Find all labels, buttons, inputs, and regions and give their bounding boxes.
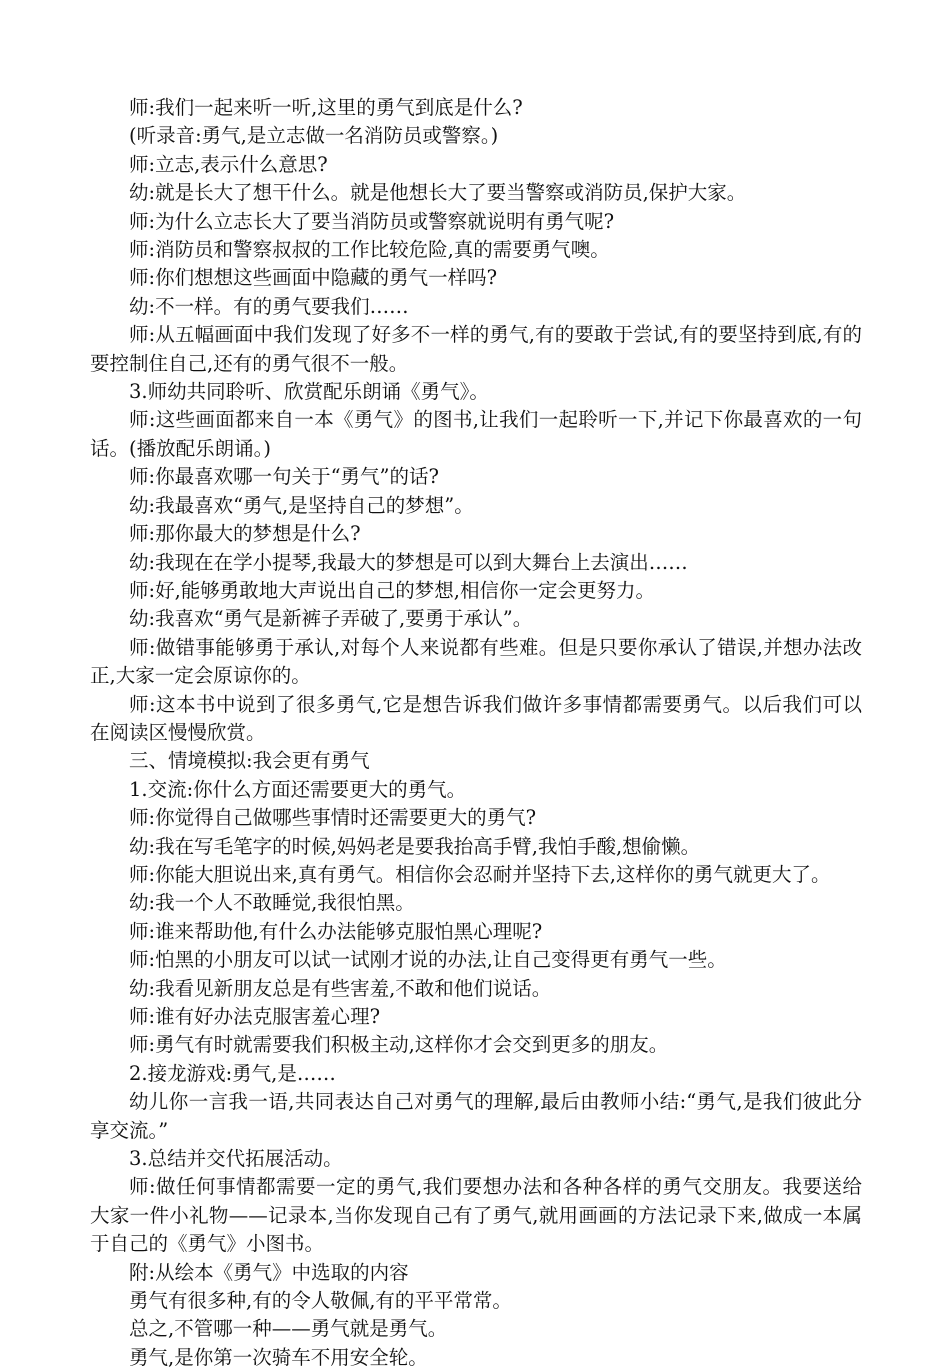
section-heading: 1.交流:你什么方面还需要更大的勇气。 (129, 777, 467, 801)
paragraph: 幼:我喜欢“勇气是新裤子弄破了,要勇于承认”。 (129, 607, 533, 631)
section-heading: 3.师幼共同聆听、欣赏配乐朗诵《勇气》。 (129, 380, 489, 404)
paragraph: (听录音:勇气,是立志做一名消防员或警察。) (129, 124, 499, 148)
paragraph: 师:这本书中说到了很多勇气,它是想告诉我们做许多事情都需要勇气。以后我们可以在阅读区慢慢欣赏。 (90, 692, 862, 744)
paragraph: 幼儿你一言我一语,共同表达自己对勇气的理解,最后由教师小结:“勇气,是我们彼此分享交流。” (90, 1090, 862, 1142)
paragraph: 勇气有很多种,有的令人敬佩,有的平平常常。 (129, 1289, 512, 1313)
paragraph: 师:这些画面都来自一本《勇气》的图书,让我们一起聆听一下,并记下你最喜欢的一句话。(播放配乐朗诵。) (90, 408, 862, 460)
paragraph: 师:你最喜欢哪一句关于“勇气”的话? (129, 465, 439, 489)
paragraph: 师:做错事能够勇于承认,对每个人来说都有些难。但是只要你承认了错误,并想办法改正,大家一定会原谅你的。 (90, 635, 862, 688)
section-heading: 2.接龙游戏:勇气,是…… (129, 1061, 336, 1085)
paragraph: 幼:我现在在学小提琴,我最大的梦想是可以到大舞台上去演出…… (129, 550, 688, 574)
paragraph: 幼:我最喜欢“勇气,是坚持自己的梦想”。 (129, 493, 474, 517)
paragraph: 师:从五幅画面中我们发现了好多不一样的勇气,有的要敢于尝试,有的要坚持到底,有的要控制住自己,还有的勇气很不一般。 (90, 323, 862, 375)
paragraph: 幼:我在写毛笔字的时候,妈妈老是要我抬高手臂,我怕手酸,想偷懒。 (129, 834, 701, 858)
paragraph: 师:好,能够勇敢地大声说出自己的梦想,相信你一定会更努力。 (129, 578, 655, 602)
document-page (90, 94, 862, 1372)
paragraph: 师:为什么立志长大了要当消防员或警察就说明有勇气呢? (129, 209, 615, 233)
paragraph: 师:做任何事情都需要一定的勇气,我们要想办法和各种各样的勇气交朋友。我要送给大家一件小礼物——记录本,当你发现自己有了勇气,就用画画的方法记录下来,做成一本属于自己的《勇气》小图书。 (90, 1175, 862, 1256)
paragraph: 师:勇气有时就需要我们积极主动,这样你才会交到更多的朋友。 (129, 1033, 669, 1057)
paragraph: 师:立志,表示什么意思? (129, 152, 328, 176)
paragraph: 总之,不管哪一种——勇气就是勇气。 (129, 1317, 448, 1341)
paragraph: 师:谁来帮助他,有什么办法能够克服怕黑心理呢? (129, 919, 543, 943)
paragraph: 师:你觉得自己做哪些事情时还需要更大的勇气? (129, 806, 537, 830)
paragraph: 师:谁有好办法克服害羞心理? (129, 1005, 381, 1028)
paragraph: 幼:我看见新朋友总是有些害羞,不敢和他们说话。 (129, 976, 552, 1000)
section-heading: 3.总结并交代拓展活动。 (129, 1147, 343, 1171)
paragraph: 附:从绘本《勇气》中选取的内容 (129, 1260, 409, 1284)
paragraph: 幼:就是长大了想干什么。就是他想长大了要当警察或消防员,保护大家。 (129, 181, 747, 205)
paragraph: 师:我们一起来听一听,这里的勇气到底是什么? (129, 96, 523, 119)
paragraph: 师:你们想想这些画面中隐藏的勇气一样吗? (129, 266, 498, 290)
paragraph: 师:消防员和警察叔叔的工作比较危险,真的需要勇气噢。 (129, 238, 610, 262)
paragraph: 勇气,是你第一次骑车不用安全轮。 (129, 1345, 428, 1369)
paragraph: 师:你能大胆说出来,真有勇气。相信你会忍耐并坚持下去,这样你的勇气就更大了。 (129, 862, 831, 886)
paragraph: 幼:我一个人不敢睡觉,我很怕黑。 (129, 891, 415, 915)
paragraph: 师:怕黑的小朋友可以试一试刚才说的办法,让自己变得更有勇气一些。 (129, 948, 727, 972)
section-heading: 三、情境模拟:我会更有勇气 (129, 749, 370, 773)
paragraph: 师:那你最大的梦想是什么? (129, 522, 361, 546)
paragraph: 幼:不一样。有的勇气要我们…… (129, 294, 409, 318)
